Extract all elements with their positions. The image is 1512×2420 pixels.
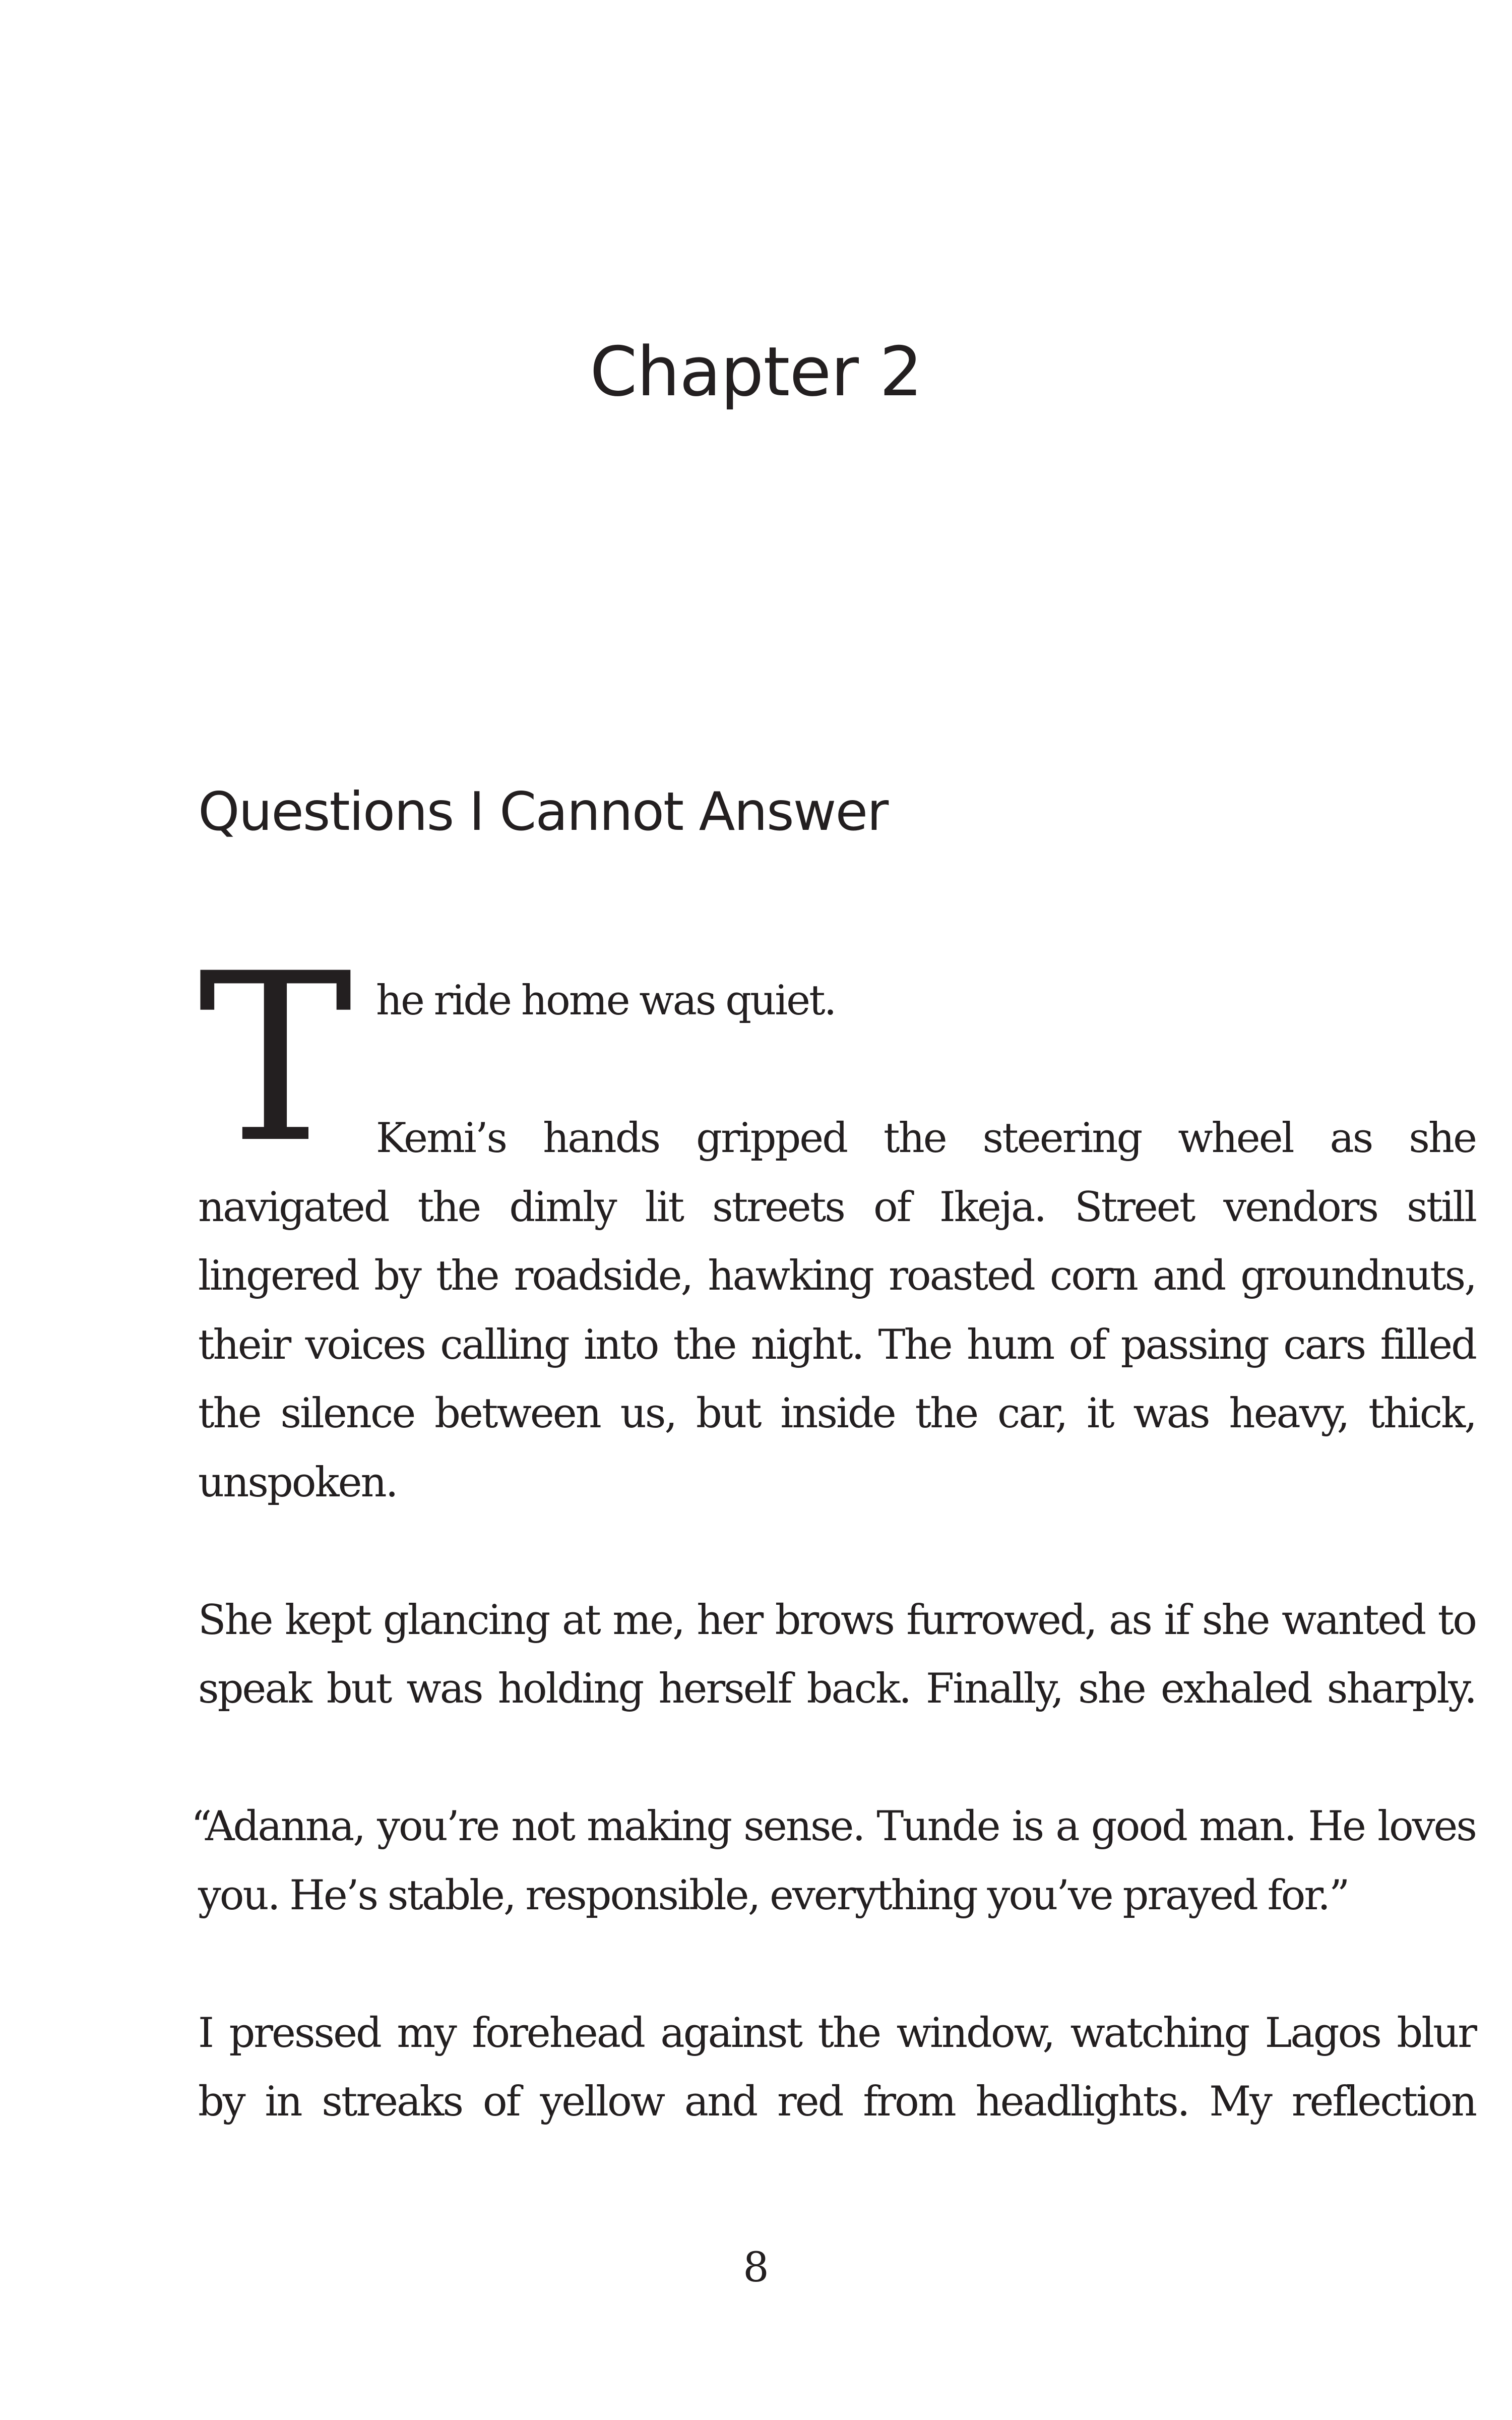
- paragraph: “Adanna, you’re not making sense. Tunde is a good man. He loves you. He’s stable, responsible, everything you’ve prayed for.”: [191, 1803, 1476, 1919]
- drop-cap: T: [198, 924, 353, 1194]
- chapter-body: [191, 924, 1476, 2137]
- chapter-title: Chapter 2: [590, 332, 922, 411]
- paragraph: Kemi’s hands gripped the steering wheel as she navigated the dimly lit streets of Ikeja. Street vendors still lingered by the roadside, hawking roasted corn and groundnuts, their voices calling into the night. The hum of passing cars filled the silence between us, but inside the car, it was heavy, thick, unspoken.: [198, 1115, 1476, 1506]
- section-title: Questions I Cannot Answer: [198, 781, 888, 842]
- opening-line: he ride home was quiet.: [375, 977, 836, 1024]
- page-number: 8: [743, 2244, 769, 2291]
- paragraph: She kept glancing at me, her brows furrowed, as if she wanted to speak but was holding herself back. Finally, she exhaled sharply.: [198, 1596, 1476, 1713]
- paragraph: I pressed my forehead against the window, watching Lagos blur by in streaks of yellow and red from headlights. My reflection: [198, 2009, 1476, 2126]
